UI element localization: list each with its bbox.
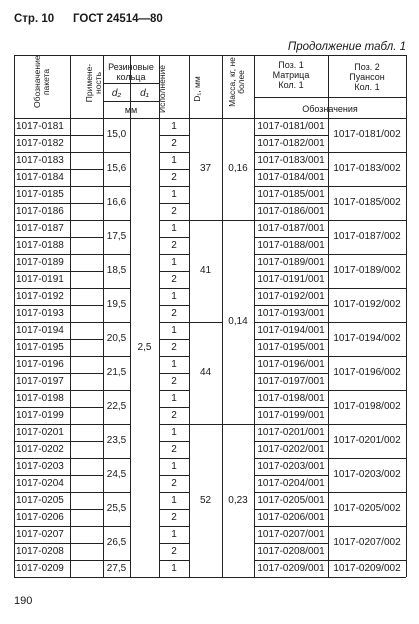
- row-rule: [70, 526, 103, 527]
- row-execution: 1: [171, 120, 177, 132]
- header-pos1-line: Поз. 1: [278, 60, 304, 70]
- row-execution: 1: [171, 256, 177, 268]
- row-matrix: 1017-0193/001: [257, 307, 325, 319]
- row-rule: [70, 424, 103, 425]
- row-designation: 1017-0196: [16, 358, 64, 370]
- row-execution: 2: [171, 375, 177, 387]
- D1-value: 41: [199, 265, 212, 276]
- row-designation: 1017-0201: [16, 426, 64, 438]
- row-matrix: 1017-0185/001: [257, 188, 325, 200]
- header-pos2-line: Поз. 2: [354, 62, 380, 72]
- punch-designation: 1017-0209/002: [333, 562, 401, 574]
- row-execution: 1: [171, 426, 177, 438]
- punch-designation: 1017-0183/002: [333, 163, 401, 174]
- running-header-standard: ГОСТ 24514—80: [73, 13, 163, 25]
- continuation-label: Продолжение табл. 1: [287, 41, 406, 53]
- row-rule: [70, 509, 103, 510]
- mass-value: 0,16: [228, 163, 248, 174]
- designations-rule: [254, 97, 406, 98]
- row-designation: 1017-0189: [16, 256, 64, 268]
- d2-value: 26,5: [106, 537, 127, 548]
- row-rule: [70, 220, 103, 221]
- row-matrix: 1017-0202/001: [257, 443, 325, 455]
- row-rule: [70, 356, 103, 357]
- row-matrix: 1017-0197/001: [257, 375, 325, 387]
- row-matrix: 1017-0182/001: [257, 137, 325, 149]
- row-designation: 1017-0199: [16, 409, 64, 421]
- D1-value: 44: [199, 367, 212, 378]
- punch-designation: 1017-0194/002: [333, 333, 401, 344]
- row-rule: [70, 458, 103, 459]
- row-designation: 1017-0187: [16, 222, 64, 234]
- row-designation: 1017-0197: [16, 375, 64, 387]
- row-execution: 2: [171, 545, 177, 557]
- d1-value: 2,5: [137, 341, 152, 353]
- header-mm: мм: [124, 105, 138, 115]
- row-matrix: 1017-0194/001: [257, 324, 325, 336]
- row-designation: 1017-0209: [16, 562, 64, 574]
- d2-value: 20,5: [106, 333, 127, 344]
- d2-value: 17,5: [106, 231, 127, 242]
- row-matrix: 1017-0187/001: [257, 222, 325, 234]
- row-designation: 1017-0207: [16, 528, 64, 540]
- row-designation: 1017-0184: [16, 171, 64, 183]
- header-pos1: [254, 60, 328, 90]
- row-execution: 1: [171, 494, 177, 506]
- row-execution: 2: [171, 137, 177, 149]
- row-rule: [70, 237, 103, 238]
- row-matrix: 1017-0195/001: [257, 341, 325, 353]
- mass-value: 0,14: [228, 316, 248, 327]
- row-execution: 1: [171, 188, 177, 200]
- row-matrix: 1017-0208/001: [257, 545, 325, 557]
- row-matrix: 1017-0205/001: [257, 494, 325, 506]
- row-matrix: 1017-0198/001: [257, 392, 325, 404]
- row-designation: 1017-0208: [16, 545, 64, 557]
- header-d2: d₂: [111, 88, 122, 99]
- D1-value: 37: [199, 163, 212, 174]
- row-designation: 1017-0194: [16, 324, 64, 336]
- D1-value: 52: [199, 494, 212, 506]
- row-designation: 1017-0202: [16, 443, 64, 455]
- row-execution: 1: [171, 222, 177, 234]
- row-matrix: 1017-0209/001: [257, 562, 325, 574]
- punch-designation: 1017-0201/002: [333, 435, 401, 446]
- row-matrix: 1017-0181/001: [257, 120, 325, 132]
- header-pos2-line: Кол. 1: [354, 82, 380, 92]
- row-execution: 1: [171, 324, 177, 336]
- d2-value: 27,5: [106, 562, 127, 574]
- d2-value: 15,6: [106, 163, 127, 174]
- row-matrix: 1017-0192/001: [257, 290, 325, 302]
- d2-value: 19,5: [106, 299, 127, 310]
- row-designation: 1017-0185: [16, 188, 64, 200]
- punch-designation: 1017-0185/002: [333, 197, 401, 208]
- row-designation: 1017-0195: [16, 341, 64, 353]
- row-execution: 1: [171, 528, 177, 540]
- row-rule: [70, 152, 103, 153]
- row-matrix: 1017-0188/001: [257, 239, 325, 251]
- row-matrix: 1017-0186/001: [257, 205, 325, 217]
- row-rule: [70, 339, 103, 340]
- row-rule: [70, 407, 103, 408]
- header-pos2-line: Пуансон: [349, 72, 385, 82]
- row-execution: 2: [171, 171, 177, 183]
- punch-designation: 1017-0205/002: [333, 503, 401, 514]
- row-rule: [70, 560, 103, 561]
- row-designation: 1017-0206: [16, 511, 64, 523]
- header-rings: Резиновые кольца: [108, 62, 154, 82]
- header-mass: Масса, кг, не более: [227, 57, 246, 107]
- header-designations-label: Обозначения: [302, 104, 358, 114]
- punch-designation: 1017-0181/002: [333, 129, 401, 140]
- header-applicability: Примене- ность: [84, 63, 103, 103]
- row-execution: 1: [171, 358, 177, 370]
- table-bottom-rule: [14, 577, 406, 578]
- row-rule: [70, 492, 103, 493]
- row-execution: 2: [171, 273, 177, 285]
- row-rule: [70, 203, 103, 204]
- table-top-rule: [14, 55, 406, 56]
- punch-designation: 1017-0189/002: [333, 265, 401, 276]
- row-matrix: 1017-0203/001: [257, 460, 325, 472]
- header-pos2: [328, 62, 406, 92]
- row-designation: 1017-0193: [16, 307, 64, 319]
- row-rule: [70, 135, 103, 136]
- row-rule: [70, 390, 103, 391]
- row-execution: 2: [171, 205, 177, 217]
- d2-value: 18,5: [106, 265, 127, 276]
- row-designation: 1017-0183: [16, 154, 64, 166]
- row-designation: 1017-0181: [16, 120, 64, 132]
- header-D1: D₁, мм: [192, 76, 202, 102]
- mass-value: 0,23: [228, 494, 248, 506]
- d2-value: 15,0: [106, 129, 127, 140]
- d2-value: 16,6: [106, 197, 127, 208]
- row-designation: 1017-0198: [16, 392, 64, 404]
- row-execution: 1: [171, 154, 177, 166]
- row-matrix: 1017-0191/001: [257, 273, 325, 285]
- row-designation: 1017-0205: [16, 494, 64, 506]
- running-header-page: Стр. 10: [14, 13, 55, 25]
- punch-designation: 1017-0207/002: [333, 537, 401, 548]
- row-rule: [70, 305, 103, 306]
- row-execution: 1: [171, 392, 177, 404]
- d2-value: 25,5: [106, 503, 127, 514]
- d2-value: 23,5: [106, 435, 127, 446]
- row-matrix: 1017-0183/001: [257, 154, 325, 166]
- row-rule: [70, 186, 103, 187]
- row-designation: 1017-0188: [16, 239, 64, 251]
- row-rule: [70, 254, 103, 255]
- row-rule: [70, 543, 103, 544]
- row-rule: [70, 441, 103, 442]
- row-execution: 2: [171, 307, 177, 319]
- row-execution: 2: [171, 239, 177, 251]
- row-execution: 2: [171, 477, 177, 489]
- row-execution: 1: [171, 460, 177, 472]
- row-rule: [70, 322, 103, 323]
- column-rule: [406, 55, 407, 577]
- d2-value: 22,5: [106, 401, 127, 412]
- d2-value: 24,5: [106, 469, 127, 480]
- header-pos1-line: Матрица: [272, 70, 310, 80]
- row-matrix: 1017-0201/001: [257, 426, 325, 438]
- row-execution: 2: [171, 409, 177, 421]
- row-rule: [70, 169, 103, 170]
- punch-designation: 1017-0192/002: [333, 299, 401, 310]
- row-designation: 1017-0186: [16, 205, 64, 217]
- row-execution: 2: [171, 341, 177, 353]
- row-execution: 2: [171, 443, 177, 455]
- header-designation: Обозначение пакета: [32, 55, 51, 108]
- row-rule: [70, 475, 103, 476]
- page-number: 190: [14, 595, 33, 607]
- row-designation: 1017-0204: [16, 477, 64, 489]
- row-matrix: 1017-0196/001: [257, 358, 325, 370]
- row-execution: 1: [171, 290, 177, 302]
- rings-mm-rule: [103, 101, 159, 102]
- header-pos1-line: Кол. 1: [278, 80, 304, 90]
- d2-value: 21,5: [106, 367, 127, 378]
- punch-designation: 1017-0196/002: [333, 367, 401, 378]
- row-matrix: 1017-0199/001: [257, 409, 325, 421]
- row-matrix: 1017-0184/001: [257, 171, 325, 183]
- row-execution: 1: [171, 562, 177, 574]
- row-designation: 1017-0191: [16, 273, 64, 285]
- row-matrix: 1017-0206/001: [257, 511, 325, 523]
- row-designation: 1017-0203: [16, 460, 64, 472]
- row-designation: 1017-0192: [16, 290, 64, 302]
- row-designation: 1017-0182: [16, 137, 64, 149]
- punch-designation: 1017-0198/002: [333, 401, 401, 412]
- row-matrix: 1017-0189/001: [257, 256, 325, 268]
- row-matrix: 1017-0207/001: [257, 528, 325, 540]
- header-execution: Исполнение: [157, 64, 167, 114]
- row-rule: [70, 373, 103, 374]
- row-rule: [70, 271, 103, 272]
- row-rule: [70, 288, 103, 289]
- row-matrix: 1017-0204/001: [257, 477, 325, 489]
- row-execution: 2: [171, 511, 177, 523]
- punch-designation: 1017-0203/002: [333, 469, 401, 480]
- rings-sub-rule: [103, 83, 159, 84]
- punch-designation: 1017-0187/002: [333, 231, 401, 242]
- header-d1: d₁: [140, 88, 149, 99]
